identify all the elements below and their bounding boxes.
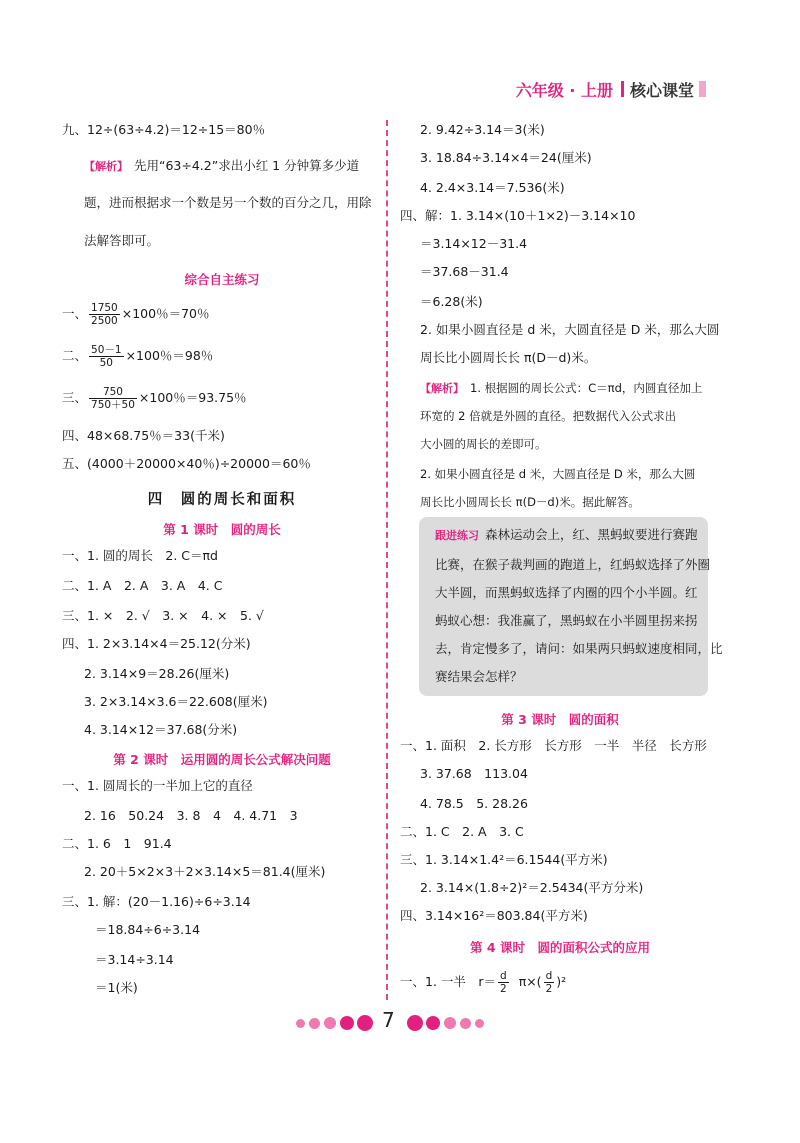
l1-line-2: 二、1. A 2. A 3. A 4. C (62, 578, 223, 593)
footer-dot (309, 1018, 320, 1029)
l3-line-1: 一、1. 面积 2. 长方形 长方形 一半 半径 长方形 (400, 738, 707, 753)
l4-num2: d (544, 970, 555, 983)
chapter-title: 四 圆的周长和面积 (147, 492, 297, 508)
l2-line-7: ＝3.14÷3.14 (95, 952, 174, 967)
analysis-line-3: 法解答即可。 (84, 233, 160, 248)
l4-den: 2 (500, 983, 507, 995)
comp1-fraction (89, 302, 120, 327)
header-separator (621, 81, 624, 97)
page-footer (0, 1011, 800, 1035)
analysis-tag: 【解析】 (84, 160, 128, 173)
comp-answer-4: 四、48×68.75％＝33(千米) (62, 428, 225, 443)
analysis-line-2: 题，进而根据求一个数是另一个数的百分之几，用除 (84, 195, 372, 210)
l3-line-6: 2. 3.14×(1.8÷2)²＝2.5434(平方分米) (420, 880, 644, 895)
r-line-6: ＝37.68－31.4 (420, 264, 509, 279)
l2-line-3: 二、1. 6 1 91.4 (62, 836, 172, 851)
r-line-8: 2. 如果小圆直径是 d 米，大圆直径是 D 米，那么大圆 (420, 322, 720, 337)
box-line-5: 去，肯定慢多了，请问：如果两只蚂蚁速度相同，比 (435, 641, 723, 656)
r-line-9: 周长比小圆周长长 π(D－d)米。 (420, 350, 597, 365)
r-analysis-5: 周长比小圆周长长 π(D－d)米。据此解答。 (420, 495, 640, 509)
comp1-den: 2500 (91, 315, 118, 327)
comp3-den: 750＋50 (91, 399, 135, 411)
comp3-prefix: 三、 (62, 390, 88, 405)
comp2-fraction (89, 344, 124, 369)
footer-dot (340, 1016, 354, 1030)
lesson-1-title: 第 1 课时 圆的周长 (163, 522, 281, 537)
comp3-num: 750 (89, 386, 137, 399)
l2-line-2: 2. 16 50.24 3. 8 4 4. 4.71 3 (84, 808, 298, 823)
l4-line-1 (400, 970, 566, 995)
footer-dot (475, 1019, 484, 1028)
box-text-1: 森林运动会上，红、黑蚂蚁要进行赛跑 (485, 527, 698, 542)
analysis-text-1: 先用“63÷4.2”求出小红 1 分钟算多少道 (134, 158, 360, 173)
comp3-fraction (89, 386, 137, 411)
comp2-den: 50 (99, 357, 113, 369)
l2-line-8: ＝1(米) (95, 980, 138, 995)
r-line-4: 四、解：1. 3.14×(10＋1×2)－3.14×10 (400, 208, 636, 223)
r-line-7: ＝6.28(米) (420, 294, 483, 309)
l4-fraction-2 (544, 970, 555, 995)
l4-num: d (498, 970, 509, 983)
footer-dot (444, 1017, 456, 1029)
header-title: 核心课堂 (629, 80, 694, 100)
header-grade: 六年级 · 上册 (515, 80, 613, 100)
l3-line-3: 4. 78.5 5. 28.26 (420, 796, 528, 811)
comp2-prefix: 二、 (62, 348, 88, 363)
box-line-2: 比赛，在猴子裁判画的跑道上，红蚂蚁选择了外圈 (435, 557, 711, 572)
r-analysis-text-1: 1. 根据圆的周长公式：C＝πd，内圆直径加上 (470, 381, 703, 395)
r-line-1: 2. 9.42÷3.14＝3(米) (420, 122, 545, 137)
l4-den2: 2 (545, 983, 553, 995)
comp1-num: 1750 (91, 302, 118, 314)
analysis-line-1 (84, 158, 359, 175)
lesson-3-title: 第 3 课时 圆的面积 (501, 712, 619, 727)
comp-answer-1 (62, 302, 210, 327)
l1-line-1: 一、1. 圆的周长 2. C＝πd (62, 548, 218, 563)
box-line-3: 大半圆，而黑蚂蚁选择了内圈的四个小半圆。红 (435, 585, 698, 600)
footer-dot (324, 1017, 336, 1029)
answer-nine: 九、12÷(63÷4.2)＝12÷15＝80％ (62, 122, 266, 137)
footer-dot (407, 1015, 423, 1031)
page-number: 7 (382, 1008, 395, 1032)
comp1-prefix: 一、 (62, 306, 88, 321)
footer-dot (460, 1018, 471, 1029)
l4-prefix: 一、1. 一半 r＝ (400, 974, 497, 989)
l4-mid: π×( (518, 974, 542, 989)
l3-line-5: 三、1. 3.14×1.4²＝6.1544(平方米) (400, 852, 608, 867)
l1-line-4: 四、1. 2×3.14×4＝25.12(分米) (62, 636, 251, 651)
lesson-2-title: 第 2 课时 运用圆的周长公式解决问题 (113, 752, 331, 767)
comp-answer-2 (62, 344, 213, 369)
l1-line-3: 三、1. × 2. √ 3. × 4. × 5. √ (62, 608, 264, 623)
lesson-4-title: 第 4 课时 圆的面积公式的应用 (470, 940, 650, 955)
box-line-1 (435, 527, 698, 544)
comp2-rest: ×100％＝98％ (125, 348, 214, 363)
comp2-num: 50－1 (91, 344, 122, 356)
footer-dot (426, 1016, 440, 1030)
l3-line-4: 二、1. C 2. A 3. C (400, 824, 524, 839)
l4-fraction-1 (498, 970, 509, 995)
l3-line-7: 四、3.14×16²＝803.84(平方米) (400, 908, 588, 923)
section-comprehensive: 综合自主练习 (184, 272, 260, 287)
l3-line-2: 3. 37.68 113.04 (420, 766, 528, 781)
box-line-6: 赛结果会怎样？ (435, 669, 523, 684)
comp3-rest: ×100％＝93.75％ (138, 390, 247, 405)
r-analysis-1 (420, 380, 702, 397)
l1-line-6: 3. 2×3.14×3.6＝22.608(厘米) (84, 694, 268, 709)
comp-answer-5: 五、(4000＋20000×40％)÷20000＝60％ (62, 456, 311, 471)
box-line-4: 蚂蚁心想：我准赢了，黑蚂蚁在小半圆里拐来拐 (435, 613, 698, 628)
r-analysis-4: 2. 如果小圆直径是 d 米，大圆直径是 D 米，那么大圆 (420, 467, 696, 481)
r-analysis-3: 大小圆的周长的差即可。 (420, 437, 547, 451)
r-line-2: 3. 18.84÷3.14×4＝24(厘米) (420, 150, 592, 165)
r-line-3: 4. 2.4×3.14＝7.536(米) (420, 180, 565, 195)
footer-dot (296, 1019, 305, 1028)
l4-end: )² (556, 974, 567, 989)
r-line-5: ＝3.14×12－31.4 (420, 236, 528, 251)
page-header (516, 78, 694, 100)
comp1-rest: ×100％＝70％ (121, 306, 210, 321)
l2-line-4: 2. 20＋5×2×3＋2×3.14×5＝81.4(厘米) (84, 864, 326, 879)
header-decoration (699, 81, 706, 97)
column-divider (386, 120, 388, 1000)
l1-line-7: 4. 3.14×12＝37.68(分米) (84, 722, 238, 737)
l2-line-6: ＝18.84÷6÷3.14 (95, 922, 201, 937)
comp-answer-3 (62, 386, 247, 411)
follow-up-tag: 跟进练习 (435, 529, 479, 542)
l1-line-5: 2. 3.14×9＝28.26(厘米) (84, 666, 230, 681)
r-analysis-2: 环宽的 2 倍就是外圆的直径。把数据代入公式求出 (420, 409, 677, 423)
l2-line-1: 一、1. 圆周长的一半加上它的直径 (62, 778, 253, 793)
l2-line-5: 三、1. 解：(20－1.16)÷6÷3.14 (62, 894, 251, 909)
footer-dot (357, 1015, 373, 1031)
r-analysis-tag: 【解析】 (420, 382, 464, 395)
follow-up-exercise-box (419, 517, 723, 696)
